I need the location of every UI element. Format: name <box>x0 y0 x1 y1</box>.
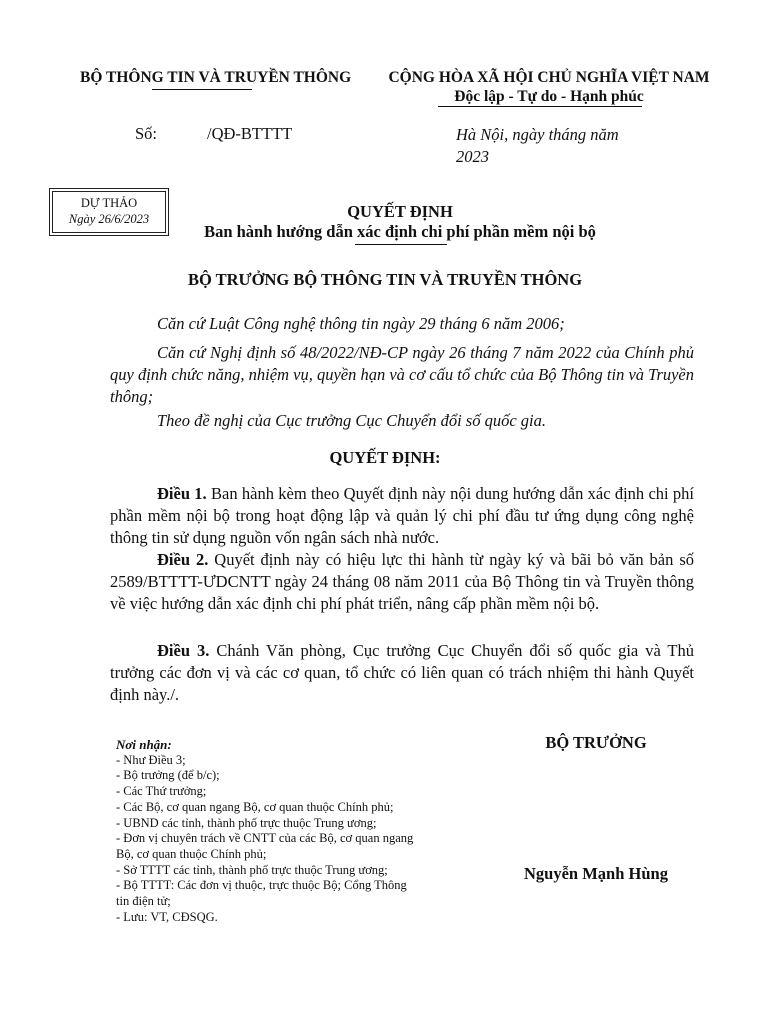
document-date <box>456 124 680 168</box>
article-1-label: Điều 1. <box>157 484 207 503</box>
ministry-name: BỘ THÔNG TIN VÀ TRUYỀN THÔNG <box>80 69 352 86</box>
minister-heading: BỘ TRƯỞNG BỘ THÔNG TIN VÀ TRUYỀN THÔNG <box>187 270 583 289</box>
preamble-law: Căn cứ Luật Công nghệ thông tin ngày 29 tháng 6 năm 2006; <box>157 314 565 333</box>
draft-stamp <box>52 191 166 233</box>
recipients-list <box>116 737 436 925</box>
recipient-item: - Bộ trưởng (để b/c); <box>116 768 220 783</box>
title-subtitle: Ban hành hướng dẫn xác định chi phí phần mềm nội bộ <box>204 222 596 241</box>
number-code: /QĐ-BTTTT <box>207 124 293 143</box>
decide-heading: QUYẾT ĐỊNH: <box>329 448 441 467</box>
recipient-item: - Đơn vị chuyên trách về CNTT của các Bộ, cơ quan ngang Bộ, cơ quan thuộc Chính phủ; <box>116 831 414 861</box>
article-2-label: Điều 2. <box>157 550 209 569</box>
recipient-item: - UBND các tỉnh, thành phố trực thuộc Trung ương; <box>116 815 377 830</box>
article-1-text: Ban hành kèm theo Quyết định này nội dung hướng dẫn xác định chi phí phần mềm nội bộ trong hoạt động lập và quản lý chi phí đầu tư ứng dụng công nghệ thông tin sử dụng nguồn vốn ngân sách nhà nước. <box>110 484 695 547</box>
recipient-item: - Các Thứ trưởng; <box>116 784 207 799</box>
nation-name: CỘNG HÒA XÃ HỘI CHỦ NGHĨA VIỆT NAM <box>388 69 710 86</box>
draft-date: Ngày 26/6/2023 <box>68 212 150 226</box>
recipient-item: - Sở TTTT các tỉnh, thành phố trực thuộc Trung ương; <box>116 862 388 877</box>
article-3 <box>110 640 694 706</box>
date-year: 2023 <box>456 147 489 166</box>
date-line: Hà Nội, ngày tháng năm <box>456 125 619 144</box>
recipient-item: - Lưu: VT, CĐSQG. <box>116 909 218 924</box>
article-2 <box>110 549 694 615</box>
recipient-item: - Như Điều 3; <box>116 752 186 767</box>
ministry-underline <box>152 89 252 90</box>
document-number <box>135 124 292 144</box>
article-3-text: Chánh Văn phòng, Cục trưởng Cục Chuyển đổi số quốc gia và Thủ trưởng các đơn vị và các cơ quan, tổ chức có liên quan có trách nhiệm thi hành Quyết định này./. <box>110 641 695 704</box>
title-underline <box>355 244 447 245</box>
preamble-decree: Căn cứ Nghị định số 48/2022/NĐ-CP ngày 26 tháng 7 năm 2022 của Chính phủ quy định chức năng, nhiệm vụ, quyền hạn và cơ cấu tổ chức của Bộ Thông tin và Truyền thông; <box>110 343 695 406</box>
recipient-item: - Các Bộ, cơ quan ngang Bộ, cơ quan thuộc Chính phủ; <box>116 799 394 814</box>
nation-block <box>385 68 713 106</box>
recipient-item: - Bộ TTTT: Các đơn vị thuộc, trực thuộc Bộ; Cổng Thông tin điện tử; <box>116 878 407 909</box>
article-2-text: Quyết định này có hiệu lực thi hành từ ngày ký và bãi bỏ văn bản số 2589/BTTTT-ƯDCNTT ngày 24 tháng 08 năm 2011 của Bộ Thông tin và Truyền thông về việc hướng dẫn xác định chi phí phát triển, nâng cấp phần mềm nội bộ. <box>110 550 694 613</box>
draft-label: DỰ THẢO <box>80 196 138 210</box>
signer-title: BỘ TRƯỞNG <box>545 733 647 752</box>
motto-underline <box>438 106 642 107</box>
document-title <box>170 202 630 242</box>
number-label: Số: <box>135 124 158 143</box>
article-1 <box>110 483 694 549</box>
recipients-heading: Nơi nhận: <box>116 737 172 752</box>
signer-name: Nguyễn Mạnh Hùng <box>524 864 668 883</box>
national-motto: Độc lập - Tự do - Hạnh phúc <box>454 88 644 105</box>
title-main: QUYẾT ĐỊNH <box>347 202 453 221</box>
article-3-label: Điều 3. <box>157 641 210 660</box>
preamble-proposal: Theo đề nghị của Cục trưởng Cục Chuyển đổi số quốc gia. <box>157 411 547 430</box>
